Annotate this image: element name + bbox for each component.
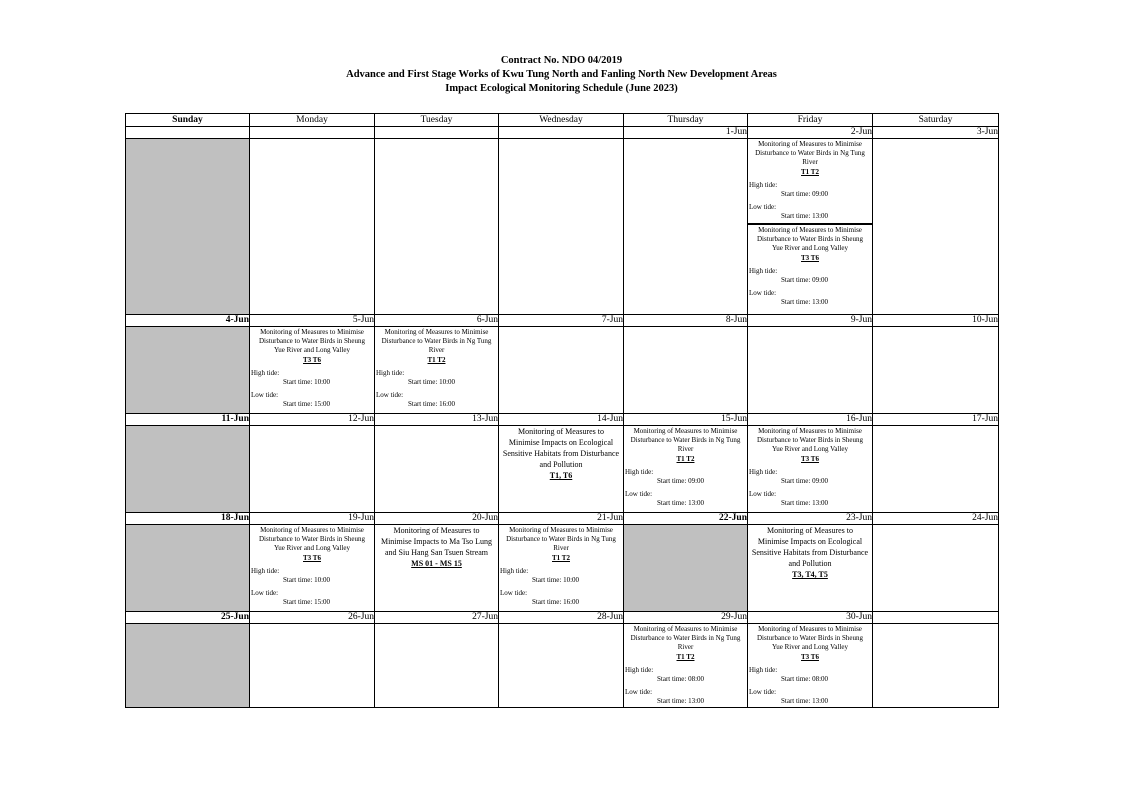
high-tide-label: High tide: (749, 181, 778, 189)
event-codes: T1 T2 (427, 356, 446, 364)
date-cell: 29-Jun (624, 612, 748, 624)
event-title: Monitoring of Measures to Minimise Disturbance to Water Birds in Ng Tung River (755, 140, 865, 166)
sunday-cell (126, 525, 250, 612)
low-tide-label: Low tide: (625, 688, 653, 696)
event-title: Monitoring of Measures to Minimise Impacts to Ma Tso Lung and Siu Hang San Tsuen Stream (380, 526, 493, 557)
high-tide-label: High tide: (625, 468, 654, 476)
start-time: Start time: 09:00 (781, 477, 829, 485)
start-time: Start time: 15:00 (283, 598, 331, 606)
high-tide-label: High tide: (376, 369, 405, 377)
day-cell (748, 139, 873, 315)
start-time: Start time: 13:00 (781, 298, 829, 306)
monitoring-calendar (125, 113, 999, 708)
start-time: Start time: 09:00 (781, 190, 829, 198)
high-tide-label: High tide: (251, 567, 280, 575)
weekday-header: Wednesday (499, 114, 624, 127)
monitoring-event (375, 525, 498, 569)
day-cell (250, 525, 375, 612)
date-cell (873, 612, 999, 624)
event-title: Monitoring of Measures to Minimise Disturbance to Water Birds in Ng Tung River (381, 328, 492, 354)
low-tide-label: Low tide: (251, 589, 279, 597)
start-time: Start time: 09:00 (781, 276, 829, 284)
date-cell: 21-Jun (499, 513, 624, 525)
monitoring-event (748, 139, 872, 307)
date-cell: 23-Jun (748, 513, 873, 525)
event-title: Monitoring of Measures to Minimise Impacts on Ecological Sensitive Habitats from Disturbance and Pollution (751, 526, 869, 568)
date-row (126, 414, 999, 426)
event-codes: T3 T6 (303, 554, 321, 562)
low-tide-label: Low tide: (251, 391, 279, 399)
date-cell: 27-Jun (375, 612, 499, 624)
monitoring-event (250, 525, 374, 607)
high-tide-label: High tide: (251, 369, 280, 377)
sunday-cell (126, 327, 250, 414)
event-codes: T1 T2 (801, 168, 819, 176)
day-cell (375, 525, 499, 612)
monitoring-event (499, 525, 623, 607)
day-cell (499, 624, 624, 708)
day-cell (624, 327, 748, 414)
date-cell: 17-Jun (873, 414, 999, 426)
monitoring-event (375, 327, 498, 409)
start-time: Start time: 10:00 (532, 576, 580, 584)
start-time: Start time: 10:00 (408, 378, 456, 386)
date-cell: 12-Jun (250, 414, 375, 426)
date-cell: 14-Jun (499, 414, 624, 426)
weekday-header: Saturday (873, 114, 999, 127)
event-codes: T3 T6 (303, 356, 321, 364)
low-tide-label: Low tide: (749, 490, 777, 498)
high-tide-label: High tide: (749, 267, 778, 275)
monitoring-event (748, 525, 872, 580)
date-cell: 30-Jun (748, 612, 873, 624)
date-row (126, 315, 999, 327)
monitoring-event (624, 426, 747, 508)
date-cell: 4-Jun (126, 315, 250, 327)
date-cell: 8-Jun (624, 315, 748, 327)
low-tide-label: Low tide: (749, 289, 777, 297)
day-cell (375, 139, 499, 315)
date-row (126, 127, 999, 139)
date-cell: 11-Jun (126, 414, 250, 426)
event-title: Monitoring of Measures to Minimise Disturbance to Water Birds in Sheung Yue River and Long Valley (756, 625, 864, 651)
date-cell: 25-Jun (126, 612, 250, 624)
event-title: Monitoring of Measures to Minimise Disturbance to Water Birds in Ng Tung River (630, 427, 741, 453)
event-row (126, 624, 999, 708)
high-tide-label: High tide: (749, 468, 778, 476)
schedule-title: Impact Ecological Monitoring Schedule (June 2023) (445, 83, 678, 94)
date-cell: 16-Jun (748, 414, 873, 426)
date-cell: 24-Jun (873, 513, 999, 525)
day-cell (624, 139, 748, 315)
date-cell: 20-Jun (375, 513, 499, 525)
start-time: Start time: 08:00 (781, 675, 829, 683)
start-time: Start time: 09:00 (657, 477, 705, 485)
day-cell (499, 327, 624, 414)
monitoring-event (748, 426, 872, 508)
low-tide-label: Low tide: (749, 203, 777, 211)
day-cell (873, 327, 999, 414)
date-cell (126, 127, 250, 139)
day-cell (873, 139, 999, 315)
date-row (126, 612, 999, 624)
date-cell: 9-Jun (748, 315, 873, 327)
day-cell (375, 624, 499, 708)
event-title: Monitoring of Measures to Minimise Impacts on Ecological Sensitive Habitats from Disturbance and Pollution (502, 427, 620, 469)
start-time: Start time: 13:00 (781, 212, 829, 220)
holiday-cell (624, 525, 748, 612)
document-header (0, 54, 1123, 96)
date-cell: 10-Jun (873, 315, 999, 327)
weekday-header: Monday (250, 114, 375, 127)
day-cell (499, 525, 624, 612)
day-cell (499, 139, 624, 315)
start-time: Start time: 13:00 (657, 697, 705, 705)
high-tide-label: High tide: (625, 666, 654, 674)
date-cell (499, 127, 624, 139)
start-time: Start time: 15:00 (283, 400, 331, 408)
event-codes: T3 T6 (801, 455, 819, 463)
event-row (126, 139, 999, 315)
monitoring-event (748, 624, 872, 706)
date-cell: 2-Jun (748, 127, 873, 139)
date-cell: 26-Jun (250, 612, 375, 624)
monitoring-event (624, 624, 747, 706)
weekday-header: Tuesday (375, 114, 499, 127)
low-tide-label: Low tide: (625, 490, 653, 498)
date-cell: 3-Jun (873, 127, 999, 139)
date-row (126, 513, 999, 525)
day-cell (873, 624, 999, 708)
event-title: Monitoring of Measures to Minimise Disturbance to Water Birds in Sheung Yue River and Long Valley (258, 328, 366, 354)
start-time: Start time: 16:00 (408, 400, 456, 408)
event-title: Monitoring of Measures to Minimise Disturbance to Water Birds in Sheung Yue River and Long Valley (258, 526, 366, 552)
date-cell: 1-Jun (624, 127, 748, 139)
day-cell (499, 426, 624, 513)
date-cell (375, 127, 499, 139)
event-title: Monitoring of Measures to Minimise Disturbance to Water Birds in Sheung Yue River and Long Valley (756, 226, 864, 252)
event-codes: T1 T2 (676, 455, 695, 463)
day-cell (250, 327, 375, 414)
weekday-header: Thursday (624, 114, 748, 127)
day-cell (375, 426, 499, 513)
date-cell: 19-Jun (250, 513, 375, 525)
event-row (126, 426, 999, 513)
low-tide-label: Low tide: (500, 589, 528, 597)
date-cell: 22-Jun (624, 513, 748, 525)
event-codes: T3, T4, T5 (792, 570, 828, 579)
monitoring-event (250, 327, 374, 409)
weekday-header: Friday (748, 114, 873, 127)
low-tide-label: Low tide: (749, 688, 777, 696)
day-cell (624, 624, 748, 708)
start-time: Start time: 08:00 (657, 675, 705, 683)
day-cell (748, 525, 873, 612)
day-cell (250, 139, 375, 315)
low-tide-label: Low tide: (376, 391, 404, 399)
date-cell: 6-Jun (375, 315, 499, 327)
date-cell: 5-Jun (250, 315, 375, 327)
date-cell: 13-Jun (375, 414, 499, 426)
event-row (126, 525, 999, 612)
start-time: Start time: 16:00 (532, 598, 580, 606)
day-cell (873, 426, 999, 513)
start-time: Start time: 10:00 (283, 378, 331, 386)
high-tide-label: High tide: (500, 567, 529, 575)
day-cell (748, 327, 873, 414)
sunday-cell (126, 426, 250, 513)
sunday-cell (126, 139, 250, 315)
event-codes: T3 T6 (801, 254, 819, 262)
weekday-header-row (126, 114, 999, 127)
start-time: Start time: 13:00 (781, 697, 829, 705)
start-time: Start time: 10:00 (283, 576, 331, 584)
date-cell (250, 127, 375, 139)
day-cell (375, 327, 499, 414)
event-codes: T1 T2 (552, 554, 570, 562)
date-cell: 28-Jun (499, 612, 624, 624)
event-codes: T3 T6 (801, 653, 819, 661)
day-cell (873, 525, 999, 612)
event-row (126, 327, 999, 414)
project-title: Advance and First Stage Works of Kwu Tung North and Fanling North New Development Areas (346, 69, 777, 80)
sunday-cell (126, 624, 250, 708)
event-title: Monitoring of Measures to Minimise Disturbance to Water Birds in Sheung Yue River and Long Valley (756, 427, 864, 453)
day-cell (748, 426, 873, 513)
monitoring-event (499, 426, 623, 481)
event-codes: T1, T6 (549, 471, 573, 480)
event-codes: MS 01 - MS 15 (411, 559, 462, 568)
date-cell: 15-Jun (624, 414, 748, 426)
weekday-header: Sunday (126, 114, 250, 127)
event-title: Monitoring of Measures to Minimise Disturbance to Water Birds in Ng Tung River (630, 625, 741, 651)
start-time: Start time: 13:00 (781, 499, 829, 507)
day-cell (250, 426, 375, 513)
contract-number: Contract No. NDO 04/2019 (500, 55, 623, 66)
event-codes: T1 T2 (676, 653, 695, 661)
day-cell (624, 426, 748, 513)
event-title: Monitoring of Measures to Minimise Disturbance to Water Birds in Ng Tung River (506, 526, 616, 552)
date-cell: 18-Jun (126, 513, 250, 525)
date-cell: 7-Jun (499, 315, 624, 327)
day-cell (250, 624, 375, 708)
start-time: Start time: 13:00 (657, 499, 705, 507)
high-tide-label: High tide: (749, 666, 778, 674)
day-cell (748, 624, 873, 708)
